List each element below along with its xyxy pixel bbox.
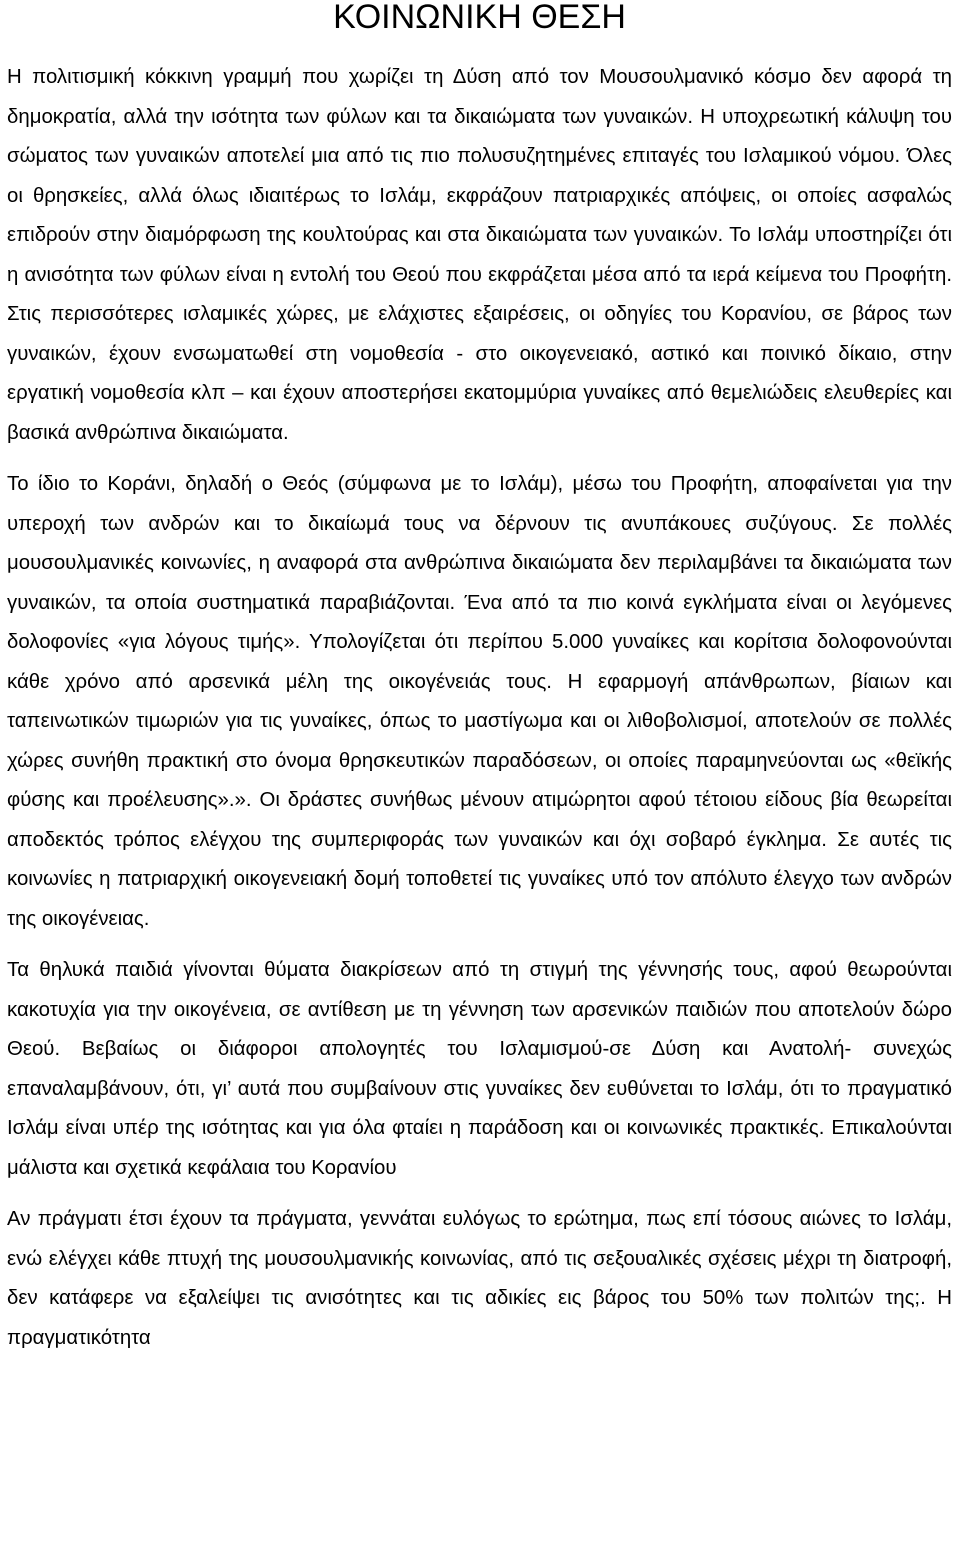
paragraph-1: Η πολιτισμική κόκκινη γραμμή που χωρίζει τη Δύση από τον Μουσουλμανικό κόσμο δεν αφορά τη δημοκρατία, αλλά την ισότητα των φύλων και τα δικαιώματα των γυναικών. Η υποχρεωτική κάλυψη του σώματος των γυναικών αποτελεί μια από τις πιο πολυσυζητημένες επιταγές του Ισλαμικού νόμου. Όλες οι θρησκείες, αλλά όλως ιδιαιτέρως το Ισλάμ, εκφράζουν πατριαρχικές απόψεις, οι οποίες ασφαλώς επιδρούν στην διαμόρφωση της κουλτούρας και στα δικαιώματα των γυναικών. Το Ισλάμ υποστηρίζει ότι η ανισότητα των φύλων είναι η εντολή του Θεού που εκφράζεται μέσα από τα ιερά κείμενα του Προφήτη. Στις περισσότερες ισλαμικές χώρες, με ελάχιστες εξαιρέσεις, οι οδηγίες του Κορανίου, σε βάρος των γυναικών, έχουν ενσωματωθεί στη νομοθεσία - στο οικογενειακό, αστικό και ποινικό δίκαιο, στην εργατική νομοθεσία κλπ – και έχουν αποστερήσει εκατομμύρια γυναίκες από θεμελιώδεις ελευθερίες και βασικά ανθρώπινα δικαιώματα. — [7, 66, 952, 444]
paragraph-4: Αν πράγματι έτσι έχουν τα πράγματα, γεννάται ευλόγως το ερώτημα, πως επί τόσους αιώνες το Ισλάμ, ενώ ελέγχει κάθε πτυχή της μουσουλμανικής κοινωνίας, από τις σεξουαλικές σχέσεις μέχρι τη διατροφή, δεν κατάφερε να εξαλείψει τις ανισότητες και τις αδικίες εις βάρος του 50% των πολιτών της;. Η πραγματικότητα — [7, 1208, 952, 1349]
paragraph-3: Τα θηλυκά παιδιά γίνονται θύματα διακρίσεων από τη στιγμή της γέννησής τους, αφού θεωρούνται κακοτυχία για την οικογένεια, σε αντίθεση με τη γέννηση των αρσενικών παιδιών που αποτελούν δώρο Θεού. Βεβαίως οι διάφοροι απολογητές του Ισλαμισμού-σε Δύση και Ανατολή- συνεχώς επαναλαμβάνουν, ότι, γι’ αυτά που συμβαίνουν στις γυναίκες δεν ευθύνεται το Ισλάμ, ότι το πραγματικό Ισλάμ είναι υπέρ της ισότητας και για όλα φταίει η παράδοση και οι κοινωνικές πρακτικές. Επικαλούνται μάλιστα και σχετικά κεφάλαια του Κορανίου — [7, 959, 952, 1179]
paragraph-2: Το ίδιο το Κοράνι, δηλαδή ο Θεός (σύμφωνα με το Ισλάμ), μέσω του Προφήτη, αποφαίνεται για την υπεροχή των ανδρών και το δικαίωμά τους να δέρνουν τις ανυπάκουες συζύγους. Σε πολλές μουσουλμανικές κοινωνίες, η αναφορά στα ανθρώπινα δικαιώματα δεν περιλαμβάνει τα δικαιώματα των γυναικών, τα οποία συστηματικά παραβιάζονται. Ένα από τα πιο κοινά εγκλήματα είναι οι λεγόμενες δολοφονίες «για λόγους τιμής». Υπολογίζεται ότι περίπου 5.000 γυναίκες και κορίτσια δολοφονούνται κάθε χρόνο από αρσενικά μέλη της οικογένειάς τους. Η εφαρμογή απάνθρωπων, βίαιων και ταπεινωτικών τιμωριών για τις γυναίκες, όπως το μαστίγωμα και οι λιθοβολισμοί, αποτελούν σε πολλές χώρες συνήθη πρακτική στο όνομα θρησκευτικών παραδόσεων, οι οποίες παραμηνεύονται ως «θεϊκής φύσης και προέλευσης».». Οι δράστες συνήθως μένουν ατιμώρητοι αφού τέτοιου είδους βία θεωρείται αποδεκτός τρόπος ελέγχου της συμπεριφοράς των γυναικών και όχι σοβαρό έγκλημα. Σε αυτές τις κοινωνίες η πατριαρχική οικογενειακή δομή τοποθετεί τις γυναίκες υπό τον απόλυτο έλεγχο των ανδρών της οικογένειας. — [7, 473, 952, 930]
document-title: ΚΟΙΝΩΝΙΚΗ ΘΕΣΗ — [333, 0, 626, 36]
